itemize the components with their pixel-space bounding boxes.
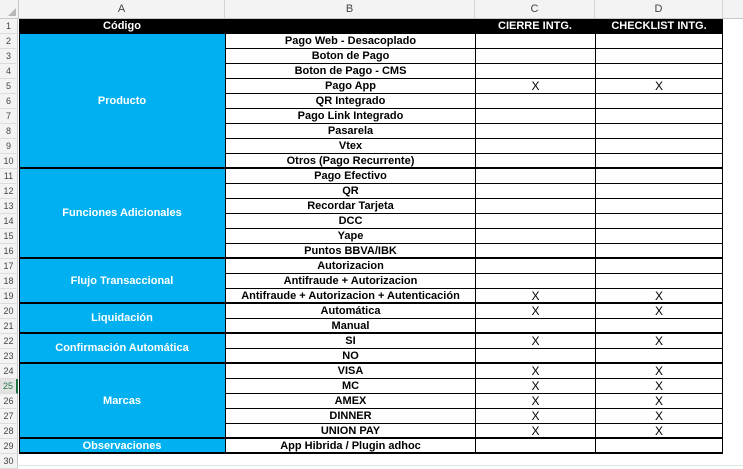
row-header-8[interactable]: 8 <box>0 124 18 139</box>
table-row <box>225 34 723 49</box>
row-header-22[interactable]: 22 <box>0 334 18 349</box>
table-row <box>225 424 723 439</box>
item-cell[interactable]: Yape <box>225 229 475 243</box>
table-row <box>225 334 723 349</box>
checklist-cell[interactable]: X <box>595 289 723 302</box>
item-cell[interactable]: Antifraude + Autorizacion <box>225 274 475 288</box>
table-row <box>225 244 723 259</box>
item-cell[interactable]: App Hibrida / Plugin adhoc <box>225 439 475 452</box>
cierre-cell[interactable] <box>475 169 595 183</box>
checklist-cell[interactable]: X <box>595 394 723 408</box>
column-header-e-partial[interactable] <box>723 0 743 19</box>
column-header-a[interactable]: A <box>19 0 225 19</box>
cierre-cell[interactable] <box>475 139 595 153</box>
group-label-5[interactable]: Marcas <box>19 364 225 439</box>
table-row <box>225 439 723 454</box>
row-header-29[interactable]: 29 <box>0 439 18 454</box>
checklist-cell[interactable] <box>595 274 723 288</box>
item-cell[interactable]: Pago Web - Desacoplado <box>225 34 475 48</box>
column-header-b[interactable]: B <box>225 0 475 19</box>
table-row <box>225 154 723 169</box>
row-header-24[interactable]: 24 <box>0 364 18 379</box>
cierre-cell[interactable]: X <box>475 289 595 302</box>
item-cell[interactable]: Boton de Pago <box>225 49 475 63</box>
table-row <box>225 289 723 304</box>
table-row <box>225 199 723 214</box>
checklist-cell[interactable] <box>595 169 723 183</box>
table-row <box>225 214 723 229</box>
checklist-cell[interactable]: X <box>595 334 723 348</box>
checklist-cell[interactable] <box>595 109 723 123</box>
table-row <box>225 184 723 199</box>
item-cell[interactable]: Automática <box>225 304 475 318</box>
item-cell[interactable]: DCC <box>225 214 475 228</box>
checklist-cell[interactable]: X <box>595 424 723 437</box>
row-header-11[interactable]: 11 <box>0 169 18 184</box>
row-header-26[interactable]: 26 <box>0 394 18 409</box>
checklist-cell[interactable] <box>595 439 723 452</box>
cierre-cell[interactable] <box>475 109 595 123</box>
table-row <box>225 304 723 319</box>
cierre-cell[interactable]: X <box>475 364 595 378</box>
cierre-cell[interactable] <box>475 319 595 332</box>
item-cell[interactable]: Manual <box>225 319 475 332</box>
cierre-cell[interactable] <box>475 244 595 257</box>
item-cell[interactable]: MC <box>225 379 475 393</box>
item-cell[interactable]: Pago Link Integrado <box>225 109 475 123</box>
checklist-cell[interactable]: X <box>595 409 723 423</box>
cierre-cell[interactable]: X <box>475 394 595 408</box>
cierre-cell[interactable]: X <box>475 79 595 93</box>
item-cell[interactable]: Pasarela <box>225 124 475 138</box>
row-header-4[interactable]: 4 <box>0 64 18 79</box>
group-label-0[interactable]: Producto <box>19 34 225 169</box>
row-header-10[interactable]: 10 <box>0 154 18 169</box>
checklist-cell[interactable] <box>595 64 723 78</box>
row-header-1[interactable]: 1 <box>0 19 18 34</box>
checklist-cell[interactable] <box>595 184 723 198</box>
select-all-corner[interactable] <box>0 0 19 19</box>
group-label-6[interactable]: Observaciones <box>19 439 225 454</box>
item-cell[interactable]: Pago App <box>225 79 475 93</box>
item-cell[interactable]: QR Integrado <box>225 94 475 108</box>
cierre-cell[interactable] <box>475 64 595 78</box>
column-header-d[interactable]: D <box>595 0 723 19</box>
checklist-cell[interactable] <box>595 49 723 63</box>
checklist-cell[interactable] <box>595 139 723 153</box>
cierre-cell[interactable] <box>475 439 595 452</box>
table-row <box>225 229 723 244</box>
row-header-19[interactable]: 19 <box>0 289 18 304</box>
cierre-cell[interactable] <box>475 349 595 362</box>
checklist-cell[interactable] <box>595 244 723 257</box>
cierre-cell[interactable] <box>475 154 595 167</box>
table-row <box>225 349 723 364</box>
checklist-cell[interactable] <box>595 259 723 273</box>
item-cell[interactable]: Boton de Pago - CMS <box>225 64 475 78</box>
checklist-cell[interactable]: X <box>595 304 723 318</box>
table-row <box>225 94 723 109</box>
column-header-c[interactable]: C <box>475 0 595 19</box>
row-header-21[interactable]: 21 <box>0 319 18 334</box>
cierre-cell[interactable] <box>475 94 595 108</box>
cierre-cell[interactable] <box>475 124 595 138</box>
row-header-7[interactable]: 7 <box>0 109 18 124</box>
table-row <box>225 139 723 154</box>
item-cell[interactable]: Otros (Pago Recurrente) <box>225 154 475 167</box>
item-cell[interactable]: SI <box>225 334 475 348</box>
item-cell[interactable]: Puntos BBVA/IBK <box>225 244 475 257</box>
item-cell[interactable]: Vtex <box>225 139 475 153</box>
item-cell[interactable]: Autorizacion <box>225 259 475 273</box>
row-header-6[interactable]: 6 <box>0 94 18 109</box>
cierre-cell[interactable] <box>475 229 595 243</box>
row-header-14[interactable]: 14 <box>0 214 18 229</box>
row-header-20[interactable]: 20 <box>0 304 18 319</box>
cierre-cell[interactable]: X <box>475 424 595 437</box>
header-checklist-intg[interactable]: CHECKLIST INTG. <box>611 20 707 32</box>
row-header-17[interactable]: 17 <box>0 259 18 274</box>
item-cell[interactable]: NO <box>225 349 475 362</box>
item-cell[interactable]: DINNER <box>225 409 475 423</box>
group-label-1[interactable]: Funciones Adicionales <box>19 169 225 259</box>
item-cell[interactable]: VISA <box>225 364 475 378</box>
item-cell[interactable]: AMEX <box>225 394 475 408</box>
row-header-5[interactable]: 5 <box>0 79 18 94</box>
table-row <box>225 124 723 139</box>
item-cell[interactable]: Pago Efectivo <box>225 169 475 183</box>
cierre-cell[interactable] <box>475 34 595 48</box>
table-row <box>225 394 723 409</box>
cierre-cell[interactable] <box>475 184 595 198</box>
row-header-25[interactable]: 25 <box>0 379 18 394</box>
row-header-9[interactable]: 9 <box>0 139 18 154</box>
cierre-cell[interactable]: X <box>475 334 595 348</box>
checklist-cell[interactable] <box>595 124 723 138</box>
table-row <box>225 379 723 394</box>
item-cell[interactable]: Antifraude + Autorizacion + Autenticación <box>225 289 475 302</box>
header-cierre-intg[interactable]: CIERRE INTG. <box>498 20 572 32</box>
table-row <box>225 274 723 289</box>
cierre-cell[interactable]: X <box>475 304 595 318</box>
row-header-23[interactable]: 23 <box>0 349 18 364</box>
checklist-cell[interactable] <box>595 199 723 213</box>
cierre-cell[interactable] <box>475 49 595 63</box>
row-header-12[interactable]: 12 <box>0 184 18 199</box>
cierre-cell[interactable] <box>475 199 595 213</box>
checklist-cell[interactable]: X <box>595 79 723 93</box>
row-header-3[interactable]: 3 <box>0 49 18 64</box>
checklist-cell[interactable]: X <box>595 364 723 378</box>
table-row <box>225 49 723 64</box>
checklist-cell[interactable] <box>595 349 723 362</box>
data-grid <box>225 34 723 454</box>
table-row <box>225 64 723 79</box>
table-row <box>225 259 723 274</box>
checklist-cell[interactable] <box>595 154 723 167</box>
table-row <box>225 109 723 124</box>
row-header-15[interactable]: 15 <box>0 229 18 244</box>
header-codigo[interactable]: Código <box>103 20 141 32</box>
item-cell[interactable]: QR <box>225 184 475 198</box>
row-header-13[interactable]: 13 <box>0 199 18 214</box>
checklist-cell[interactable]: X <box>595 379 723 393</box>
cierre-cell[interactable]: X <box>475 409 595 423</box>
cierre-cell[interactable]: X <box>475 379 595 393</box>
table-row <box>225 169 723 184</box>
row-header-28[interactable]: 28 <box>0 424 18 439</box>
row-header-27[interactable]: 27 <box>0 409 18 424</box>
cierre-cell[interactable] <box>475 274 595 288</box>
checklist-cell[interactable] <box>595 214 723 228</box>
select-all-triangle-icon <box>8 8 16 16</box>
table-row <box>225 319 723 334</box>
table-row <box>225 409 723 424</box>
group-label-4[interactable]: Confirmación Automática <box>19 334 225 364</box>
header-row <box>19 19 723 34</box>
row-header-2[interactable]: 2 <box>0 34 18 49</box>
table-row <box>225 364 723 379</box>
row-header-30[interactable]: 30 <box>0 454 18 469</box>
cierre-cell[interactable] <box>475 259 595 273</box>
group-label-3[interactable]: Liquidación <box>19 304 225 334</box>
item-cell[interactable]: Recordar Tarjeta <box>225 199 475 213</box>
group-label-2[interactable]: Flujo Transaccional <box>19 259 225 304</box>
table-row <box>225 79 723 94</box>
cierre-cell[interactable] <box>475 214 595 228</box>
checklist-cell[interactable] <box>595 229 723 243</box>
checklist-cell[interactable] <box>595 319 723 332</box>
checklist-cell[interactable] <box>595 94 723 108</box>
checklist-cell[interactable] <box>595 34 723 48</box>
row-header-18[interactable]: 18 <box>0 274 18 289</box>
row-header-16[interactable]: 16 <box>0 244 18 259</box>
item-cell[interactable]: UNION PAY <box>225 424 475 437</box>
